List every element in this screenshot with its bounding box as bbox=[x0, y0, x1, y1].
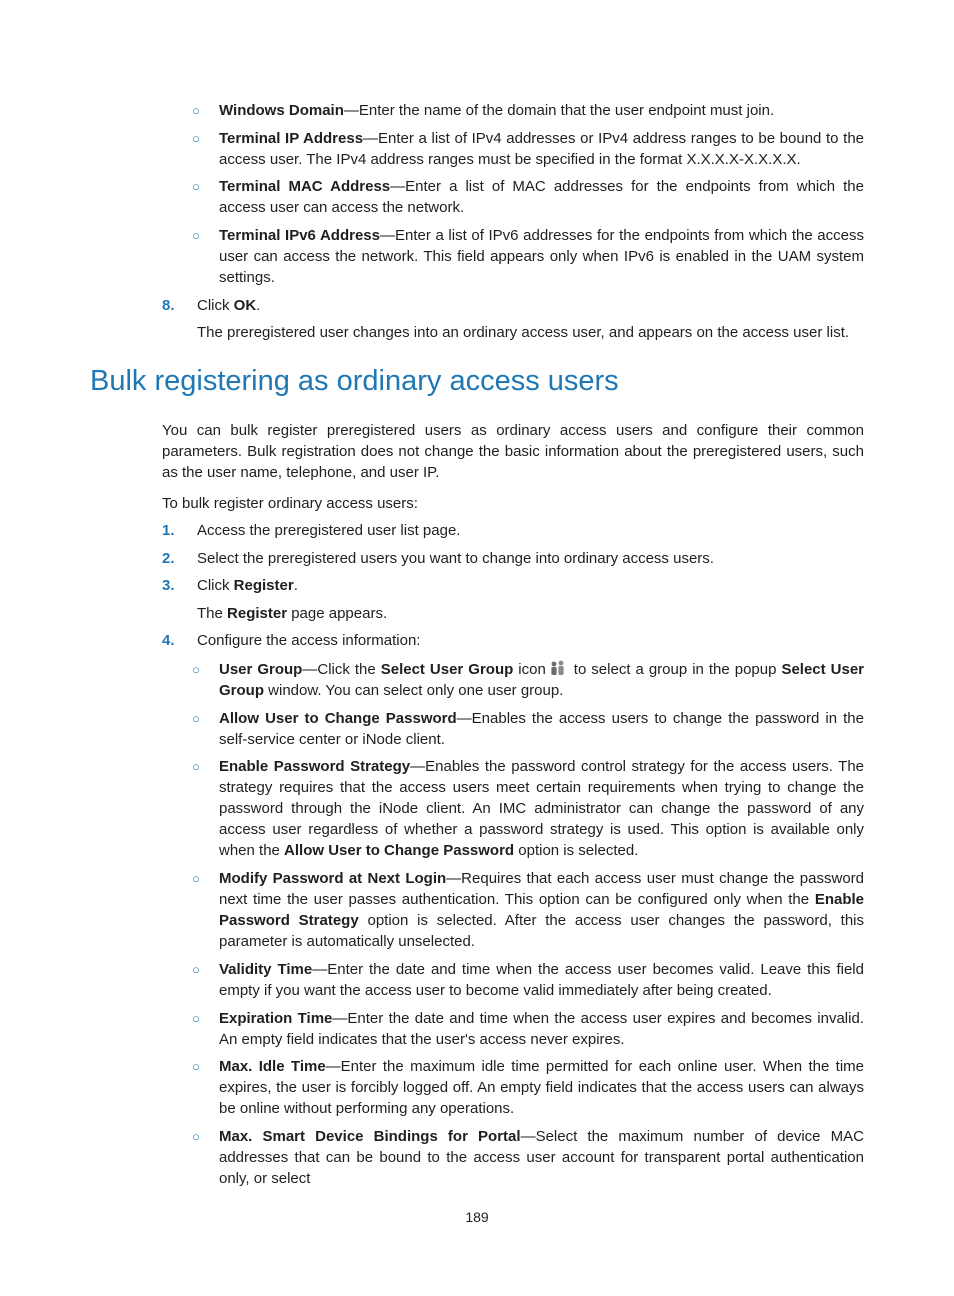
bullet-terminal-ipv6: Terminal IPv6 Address—Enter a list of IPv6 addresses for the endpoints from which the access user can access the network. This field appears only when IPv6 is enabled in the UAM system settings. bbox=[219, 227, 864, 286]
bullet-allow-change-password: Allow User to Change Password—Enables the access users to change the password in the self-service center or iNode client. bbox=[219, 710, 864, 748]
step-3: Click Register. bbox=[197, 577, 298, 594]
step-number: 2. bbox=[162, 550, 175, 567]
step-number: 1. bbox=[162, 522, 175, 539]
bullet-enable-password-strategy: Enable Password Strategy—Enables the password control strategy for the access users. The strategy requires that the access users meet certain requirements when trying to change the password through the iNode client. An IMC administrator can change the password of any access user regardless of whether a password strategy is used. This option is available only when the Allow User to Change Password option is selected. bbox=[219, 758, 865, 859]
bullet-marker: ○ bbox=[192, 1011, 200, 1026]
bullet-marker: ○ bbox=[192, 179, 200, 194]
bullet-terminal-ip: Terminal IP Address—Enter a list of IPv4 addresses or IPv4 address ranges to be bound to the access user. The IPv4 address ranges must be specified in the format X.X.X.X-X.X.X.X. bbox=[219, 130, 865, 168]
bullet-marker: ○ bbox=[192, 759, 200, 774]
step-number: 3. bbox=[162, 577, 175, 594]
bullet-max-smart-device-bindings: Max. Smart Device Bindings for Portal—Select the maximum number of device MAC addresses that can be bound to the access user account for transparent portal authentication only, or select bbox=[219, 1128, 864, 1187]
bullet-marker: ○ bbox=[192, 662, 200, 677]
bullet-user-group: User Group—Click the Select User Group icon to select a group in the popup Select User Group window. You can select only one user group. bbox=[219, 661, 865, 699]
bullet-marker: ○ bbox=[192, 711, 200, 726]
step-2: Select the preregistered users you want to change into ordinary access users. bbox=[197, 550, 714, 567]
step-4: Configure the access information: bbox=[197, 632, 421, 649]
section-heading: Bulk registering as ordinary access users bbox=[90, 365, 619, 397]
bullet-modify-password-next-login: Modify Password at Next Login—Requires that each access user must change the password next time the user passes authentication. This option can be configured only when the Enable Password Strategy option is selected. After the access user changes the password, this parameter is automatically unselected. bbox=[219, 870, 864, 950]
bullet-marker: ○ bbox=[192, 103, 200, 118]
step-number: 8. bbox=[162, 297, 175, 314]
step-number: 4. bbox=[162, 632, 175, 649]
user-group-icon bbox=[549, 660, 566, 676]
bullet-expiration-time: Expiration Time—Enter the date and time when the access user expires and becomes invalid. An empty field indicates that the user's access never expires. bbox=[219, 1010, 864, 1048]
bullet-terminal-mac: Terminal MAC Address—Enter a list of MAC addresses for the endpoints from which the access user can access the network. bbox=[219, 178, 864, 216]
step-8-note: The preregistered user changes into an ordinary access user, and appears on the access user list. bbox=[197, 324, 850, 341]
bullet-windows-domain: Windows Domain—Enter the name of the domain that the user endpoint must join. bbox=[219, 102, 775, 119]
bullet-marker: ○ bbox=[192, 1059, 200, 1074]
bullet-marker: ○ bbox=[192, 871, 200, 886]
lead-paragraph: To bulk register ordinary access users: bbox=[162, 495, 418, 512]
bullet-marker: ○ bbox=[192, 962, 200, 977]
bullet-marker: ○ bbox=[192, 1129, 200, 1144]
step-3-note: The Register page appears. bbox=[197, 605, 388, 622]
step-1: Access the preregistered user list page. bbox=[197, 522, 461, 539]
step-8: Click OK. bbox=[197, 297, 261, 314]
page-number: 189 bbox=[465, 1209, 489, 1225]
bullet-max-idle-time: Max. Idle Time—Enter the maximum idle time permitted for each online user. When the time expires, the user is forcibly logged off. An empty field indicates that the access users can always be online without performing any operations. bbox=[219, 1058, 864, 1117]
bullet-marker: ○ bbox=[192, 228, 200, 243]
bullet-marker: ○ bbox=[192, 131, 200, 146]
intro-paragraph: You can bulk register preregistered users as ordinary access users and configure their common parameters. Bulk registration does not change the basic information about the preregistered users, such as the user name, telephone, and user IP. bbox=[162, 422, 864, 481]
bullet-validity-time: Validity Time—Enter the date and time when the access user becomes valid. Leave this field empty if you want the access user to become valid immediately after being created. bbox=[219, 961, 864, 999]
